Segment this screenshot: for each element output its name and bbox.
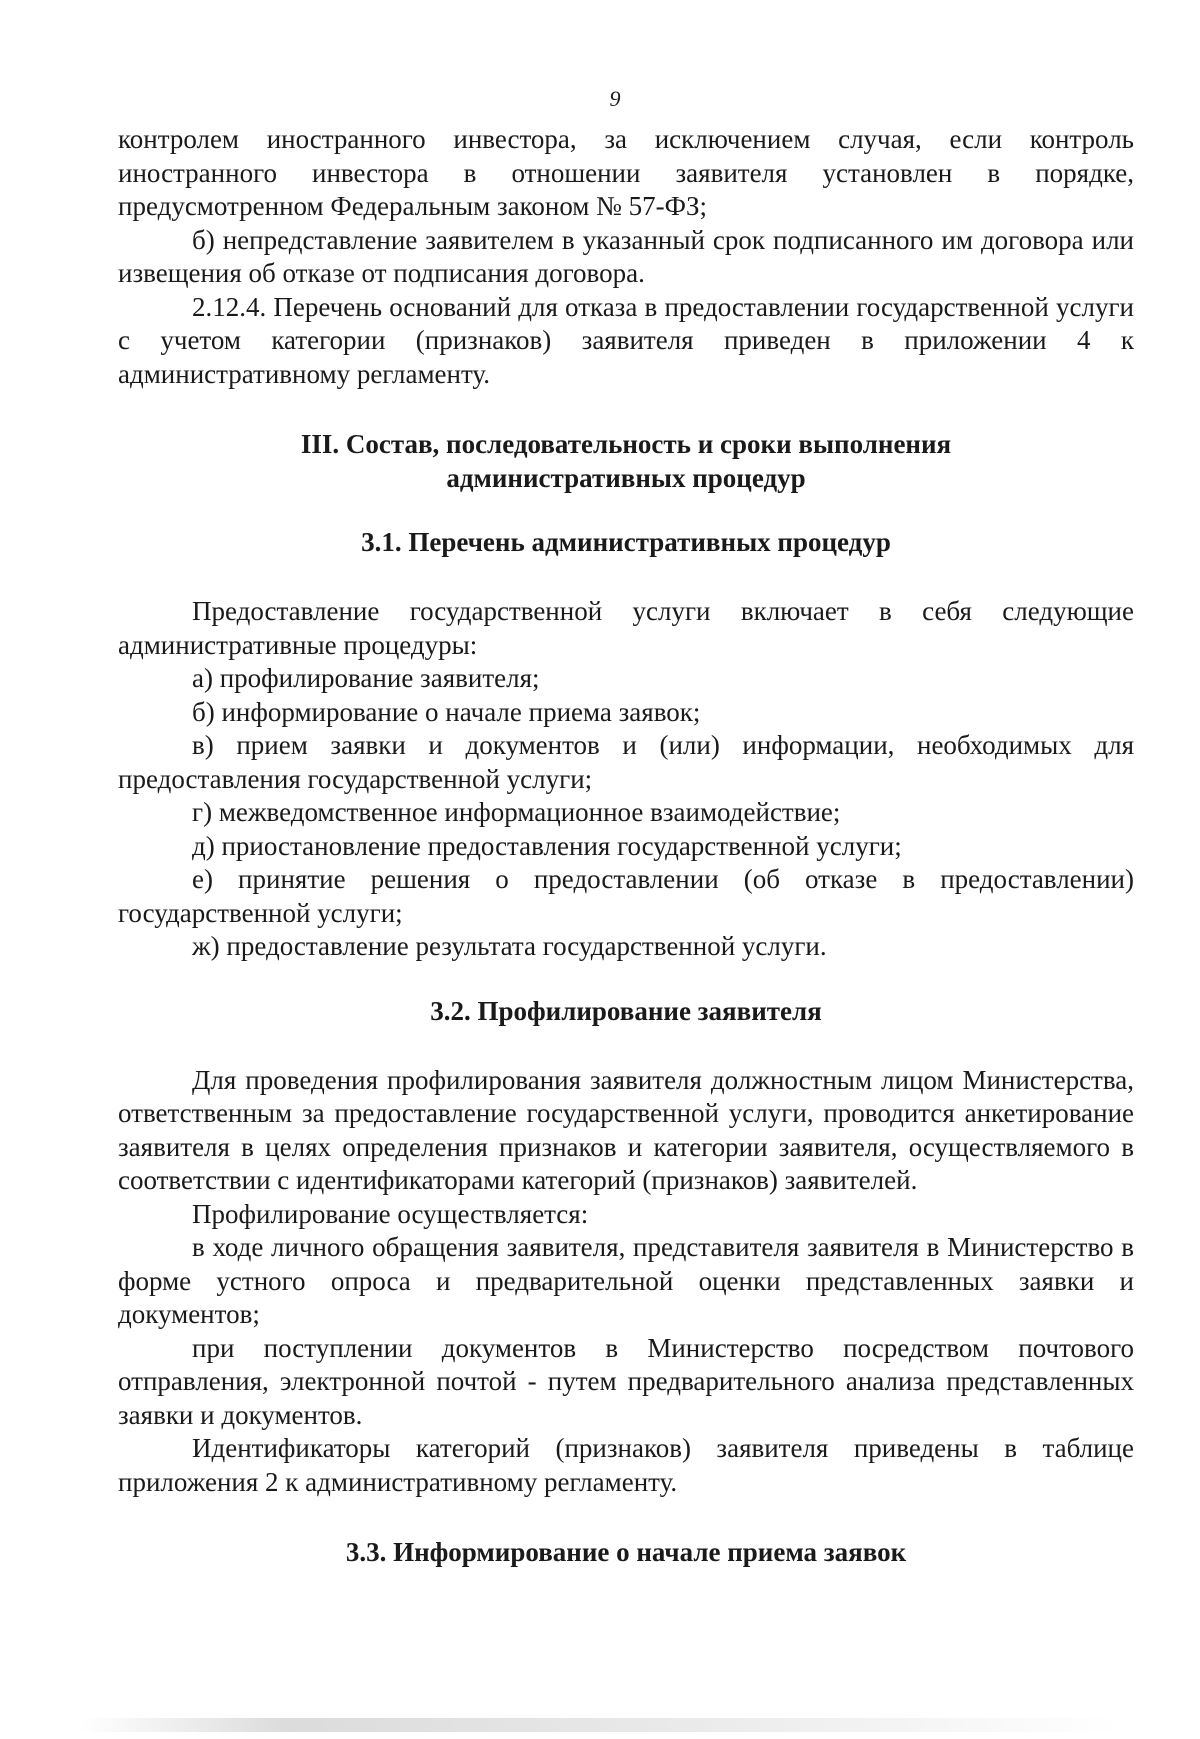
section-3-heading-line-1: III. Состав, последовательность и сроки выполнения [300, 429, 952, 459]
spacer [118, 495, 1134, 525]
subsection-3-2-paragraph-4: при поступлении документов в Министерство посредством почтового отправления, электронной почтой - путем предварительного анализа представленных заявки и документов. [118, 1332, 1134, 1430]
subsection-3-2-heading: 3.2. Профилирование заявителя [430, 995, 822, 1026]
subsection-3-2-paragraph-3: в ходе личного обращения заявителя, представителя заявителя в Министерство в форме устного опроса и предварительной оценки представленных заявки и документов; [118, 1232, 1134, 1329]
spacer [118, 1028, 1134, 1064]
spacer [118, 391, 1134, 427]
section-3-heading-line-2: административных процедур [446, 463, 806, 493]
document-body [118, 123, 1134, 1569]
subsection-3-2-paragraph-1: Для проведения профилирования заявителя должностным лицом Министерства, ответственным за предоставление государственной услуги, проводится анкетирование заявителя в целях определения признаков и категории заявителя, осуществляемого в соответствии с идентификаторами категорий (признаков) заявителей. [118, 1064, 1134, 1195]
procedure-item-e: е) принятие решения о предоставлении (об отказе в предоставлении) государственной услуги; [118, 864, 1134, 928]
spacer [118, 964, 1134, 994]
spacer [118, 559, 1134, 595]
subsection-3-3-heading: 3.3. Информирование о начале приема заявок [345, 1537, 907, 1567]
procedure-item-g: г) межведомственное информационное взаимодействие; [192, 797, 841, 827]
procedure-item-v: в) прием заявки и документов и (или) информации, необходимых для предоставления государственной услуги; [118, 730, 1134, 794]
procedure-item-b: б) информирование о начале приема заявок; [192, 696, 701, 727]
paragraph-item-b: б) непредставление заявителем в указанный срок подписанного им договора или извещения об отказе от подписания договора. [118, 224, 1134, 288]
subsection-3-2-paragraph-2: Профилирование осуществляется: [192, 1198, 589, 1229]
paragraph-2-12-4: 2.12.4. Перечень оснований для отказа в предоставлении государственной услуги с учетом категории (признаков) заявителя приведен в приложении 4 к административному регламенту. [118, 291, 1134, 389]
procedure-item-a: а) профилирование заявителя; [192, 663, 540, 693]
scan-artifact [80, 1718, 1120, 1732]
procedure-item-d: д) приостановление предоставления государственной услуги; [192, 830, 902, 861]
page-number: 9 [609, 86, 621, 111]
procedure-item-zh: ж) предоставление результата государственной услуги. [192, 931, 827, 961]
subsection-3-1-heading: 3.1. Перечень административных процедур [361, 527, 891, 557]
paragraph-continuation: контролем иностранного инвестора, за исключением случая, если контроль иностранного инвестора в отношении заявителя установлен в порядке, предусмотренном Федеральным законом № 57-ФЗ; [118, 124, 1134, 221]
subsection-3-2-paragraph-5: Идентификаторы категорий (признаков) заявителя приведены в таблице приложения 2 к административному регламенту. [118, 1433, 1134, 1497]
subsection-3-1-intro: Предоставление государственной услуги включает в себя следующие административные процедуры: [118, 596, 1134, 660]
spacer [118, 1499, 1134, 1535]
